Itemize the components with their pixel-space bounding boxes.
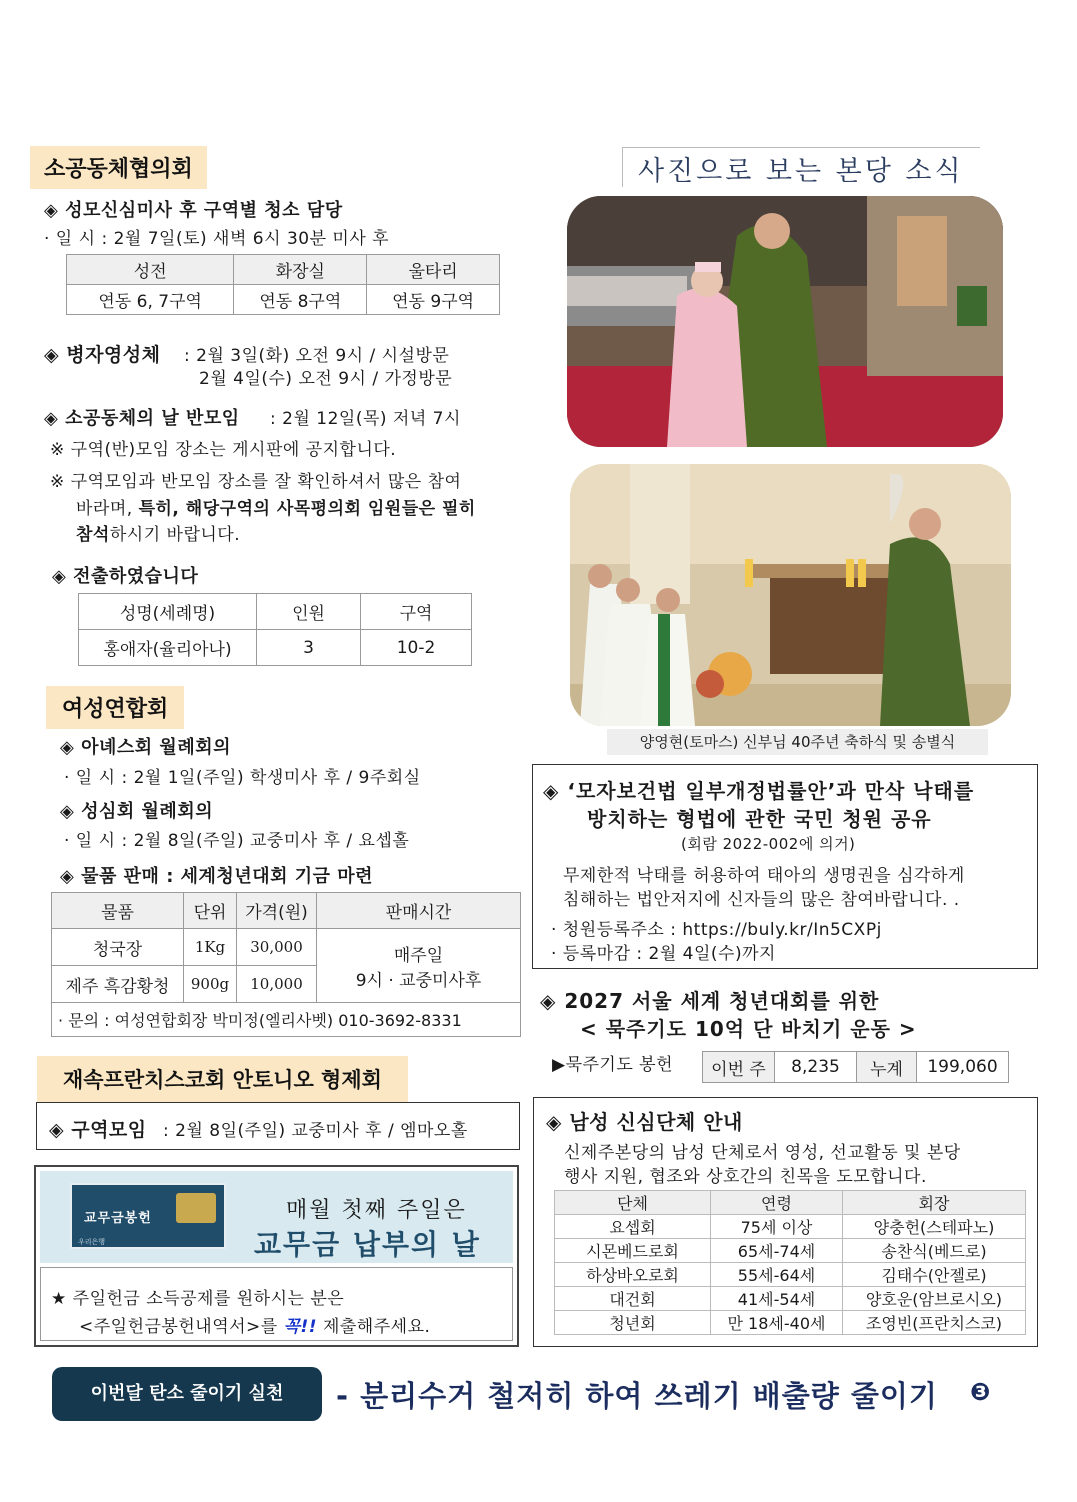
offering-note-emphasis: 꼭!! — [283, 1317, 318, 1337]
transfer-value-1: 홍애자(율리아나) — [79, 630, 257, 666]
franciscan-label: ◈ 구역모임 — [49, 1119, 147, 1141]
offering-line2: 교무금 납부의 날 — [254, 1228, 481, 1261]
men-groups-box — [533, 1097, 1038, 1347]
men-header-president: 회장 — [843, 1191, 1026, 1215]
council-note-2-line3 — [76, 520, 240, 545]
table-row — [555, 1263, 1026, 1287]
sale-item: 제주 흑감황청 — [52, 966, 184, 1003]
table-row — [555, 1287, 1026, 1311]
sale-unit: 1Kg — [184, 929, 237, 966]
transfer-value-2: 3 — [257, 630, 361, 666]
sale-price: 10,000 — [237, 966, 317, 1003]
agnes-date: · 일 시 : 2월 1일(주일) 학생미사 후 / 9주회실 — [64, 768, 421, 788]
carbon-badge: 이번달 탄소 줄이기 실천 — [52, 1367, 322, 1421]
cleaning-heading: ◈ 성모신심미사 후 구역별 청소 담당 — [44, 200, 343, 221]
men-group-name: 시몬베드로회 — [555, 1239, 711, 1263]
men-group-president: 송찬식(베드로) — [843, 1239, 1026, 1263]
offering-note-line2 — [79, 1312, 430, 1337]
rosary-label: ▶묵주기도 봉헌 — [552, 1055, 674, 1075]
men-groups-table — [554, 1190, 1026, 1335]
petition-url: · 청원등록주소 : https://buly.kr/In5CXPj — [551, 920, 882, 940]
men-group-name: 청년회 — [555, 1311, 711, 1335]
sale-header-price: 가격(원) — [237, 893, 317, 929]
table-row — [555, 1215, 1026, 1239]
cleaning-value-1: 연동 6, 7구역 — [67, 285, 234, 315]
heart-heading: ◈ 성심회 월례회의 — [60, 801, 214, 822]
sale-time-line2: 9시 · 교중미사후 — [355, 970, 482, 991]
petition-title-line2: 방치하는 형법에 관한 국민 청원 공유 — [587, 807, 932, 831]
council-note-2-line2 — [76, 494, 476, 519]
photo-mass-blessing — [567, 196, 1003, 447]
petition-deadline: · 등록마감 : 2월 4일(수)까지 — [551, 944, 776, 964]
cleaning-header-2: 화장실 — [234, 255, 367, 285]
petition-body-line1: 무제한적 낙태를 허용하여 태아의 생명권을 심각하게 — [563, 866, 965, 886]
men-group-president: 조영빈(프란치스코) — [843, 1311, 1026, 1335]
sale-price: 30,000 — [237, 929, 317, 966]
note-text: 바라며, — [76, 499, 139, 519]
community-day-label: ◈ 소공동체의 날 반모임 — [44, 408, 240, 429]
offering-note-line1: ★ 주일헌금 소득공제를 원하시는 분은 — [51, 1289, 345, 1309]
cleaning-value-2: 연동 8구역 — [234, 285, 367, 315]
rosary-title-line2: < 묵주기도 10억 단 바치기 운동 > — [580, 1017, 917, 1041]
sick-communion-line1: : 2월 3일(화) 오전 9시 / 시설방문 — [184, 346, 450, 366]
men-groups-desc-line1: 신제주본당의 남성 단체로서 영성, 선교활동 및 본당 — [564, 1143, 961, 1163]
sale-item: 청국장 — [52, 929, 184, 966]
note-emphasis: 참석 — [76, 525, 110, 545]
transfer-heading: ◈ 전출하였습니다 — [52, 566, 199, 587]
men-group-age: 75세 이상 — [711, 1215, 843, 1239]
men-group-president: 김태수(안젤로) — [843, 1263, 1026, 1287]
community-day-value: : 2월 12일(목) 저녁 7시 — [270, 409, 461, 429]
transfer-table — [78, 593, 472, 666]
sale-time — [317, 929, 521, 1003]
offering-note-text: 제출해주세요. — [317, 1317, 431, 1337]
photo-anniversary-image — [570, 464, 1011, 726]
men-group-president: 양호운(암브로시오) — [843, 1287, 1026, 1311]
men-group-age: 65세-74세 — [711, 1239, 843, 1263]
council-section-title: 소공동체협의회 — [30, 146, 207, 189]
sick-communion-label: ◈ 병자영성체 — [44, 344, 161, 366]
franciscan-box — [36, 1102, 520, 1150]
transfer-header-1: 성명(세례명) — [79, 594, 257, 630]
sick-communion-line2: 2월 4일(수) 오전 9시 / 가정방문 — [199, 369, 453, 389]
men-header-age: 연령 — [711, 1191, 843, 1215]
sale-header-unit: 단위 — [184, 893, 237, 929]
offering-note-text: <주일헌금봉헌내역서>를 — [79, 1317, 284, 1337]
cleaning-table — [66, 254, 500, 315]
transfer-header-3: 구역 — [361, 594, 472, 630]
sale-header-item: 물품 — [52, 893, 184, 929]
table-row — [555, 1311, 1026, 1335]
rosary-week-label: 이번 주 — [703, 1052, 775, 1083]
table-row — [555, 1239, 1026, 1263]
petition-title-line1: ◈ ‘모자보건법 일부개정법률안’과 만삭 낙태를 — [543, 779, 975, 803]
petition-subtitle: (회람 2022-002에 의거) — [681, 835, 856, 853]
cleaning-value-3: 연동 9구역 — [367, 285, 500, 315]
petition-body-line2: 침해하는 법안저지에 신자들의 많은 참여바랍니다. . — [563, 890, 960, 910]
men-header-group: 단체 — [555, 1191, 711, 1215]
note-text: 하시기 바랍니다. — [109, 525, 241, 545]
sale-unit: 900g — [184, 966, 237, 1003]
sale-contact: · 문의 : 여성연합회장 박미정(엘리사벳) 010-3692-8331 — [52, 1003, 521, 1037]
council-note-1: ※ 구역(반)모임 장소는 게시판에 공지합니다. — [50, 440, 397, 460]
envelope-bank: 우리은행 — [78, 1238, 106, 1246]
carbon-slogan: - 분리수거 철저히 하여 쓰레기 배출량 줄이기 — [336, 1379, 938, 1413]
transfer-header-2: 인원 — [257, 594, 361, 630]
men-groups-title: ◈ 남성 신심단체 안내 — [546, 1110, 743, 1134]
transfer-value-3: 10-2 — [361, 630, 472, 666]
cleaning-header-1: 성전 — [67, 255, 234, 285]
envelope-title: 교무금봉헌 — [84, 1211, 152, 1226]
envelope-image — [70, 1183, 226, 1249]
sale-header-time: 판매시간 — [317, 893, 521, 929]
cleaning-date: · 일 시 : 2월 7일(토) 새벽 6시 30분 미사 후 — [44, 229, 390, 249]
men-group-president: 양충헌(스테파노) — [843, 1215, 1026, 1239]
men-group-name: 하상바오로회 — [555, 1263, 711, 1287]
sale-table — [51, 892, 521, 1037]
men-group-name: 요셉회 — [555, 1215, 711, 1239]
photo-section-title: 사진으로 보는 본당 소식 — [638, 156, 964, 187]
men-group-age: 55세-64세 — [711, 1263, 843, 1287]
sale-time-line1: 매주일 — [393, 945, 444, 966]
men-group-name: 대건회 — [555, 1287, 711, 1311]
note-emphasis: 특히, 해당구역의 사목평의회 임원들은 필히 — [138, 499, 476, 519]
offering-note-box — [40, 1267, 513, 1341]
cleaning-header-3: 울타리 — [367, 255, 500, 285]
men-groups-desc-line2: 행사 지원, 협조와 상호간의 친목을 도모합니다. — [564, 1167, 927, 1187]
rosary-total-label: 누계 — [857, 1052, 917, 1083]
photo-mass-blessing-image — [567, 196, 1003, 447]
envelope-picture — [176, 1193, 216, 1223]
petition-box — [532, 764, 1038, 969]
photo-caption: 양영현(토마스) 신부님 40주년 축하식 및 송별식 — [607, 729, 988, 755]
agnes-heading: ◈ 아녜스회 월례회의 — [60, 737, 231, 758]
heart-date: · 일 시 : 2월 8일(주일) 교중미사 후 / 요셉홀 — [64, 831, 410, 851]
franciscan-value: : 2월 8일(주일) 교중미사 후 / 엠마오홀 — [163, 1121, 468, 1141]
franciscan-section-title: 재속프란치스코회 안토니오 형제회 — [37, 1056, 408, 1102]
men-group-age: 만 18세-40세 — [711, 1311, 843, 1335]
offering-box — [34, 1165, 519, 1347]
rosary-total-value: 199,060 — [917, 1052, 1009, 1083]
rosary-week-value: 8,235 — [775, 1052, 857, 1083]
rosary-title-line1: ◈ 2027 서울 세계 청년대회를 위한 — [540, 989, 880, 1013]
photo-anniversary — [570, 464, 1011, 726]
page-number: ❸ — [970, 1378, 991, 1406]
council-note-2-line1: ※ 구역모임과 반모임 장소를 잘 확인하셔서 많은 참여 — [50, 472, 462, 492]
sale-heading: ◈ 물품 판매 : 세계청년대회 기금 마련 — [60, 866, 374, 887]
men-group-age: 41세-54세 — [711, 1287, 843, 1311]
rosary-table — [702, 1051, 1009, 1083]
offering-line1: 매월 첫째 주일은 — [286, 1198, 467, 1223]
women-section-title: 여성연합회 — [46, 686, 184, 729]
